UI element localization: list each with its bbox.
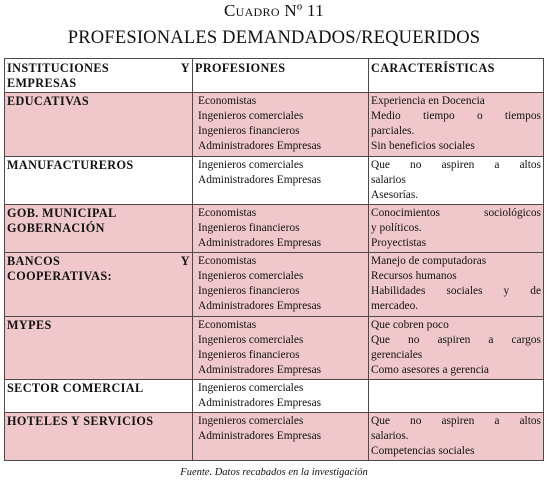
professions-cell [193, 253, 369, 316]
professionals-table [4, 58, 544, 461]
characteristic-item: Que cobren poco [371, 318, 449, 331]
institution-name: GOB. MUNICIPAL [7, 205, 117, 220]
professions-cell [193, 316, 369, 379]
table-row [5, 204, 544, 252]
characteristic-item: Asesorías. [371, 188, 419, 201]
header-professions-label: PROFESIONES [195, 61, 286, 75]
institution-name: GOBERNACIÓN [7, 220, 105, 235]
institution-name: SECTOR COMERCIAL [7, 380, 144, 395]
table-body [5, 93, 544, 461]
characteristics-cell [369, 204, 544, 252]
profession-item: Economistas [198, 95, 257, 108]
header-characteristics-label: CARACTERÍSTICAS [371, 61, 495, 75]
profession-item: Administradores Empresas [198, 173, 322, 186]
characteristic-item: salarios. [371, 430, 409, 443]
characteristics-cell [369, 156, 544, 204]
institution-name: MYPES [7, 317, 52, 332]
institution-cell [5, 413, 193, 461]
profession-item: Administradores Empresas [198, 140, 322, 153]
profession-item: Administradores Empresas [198, 237, 322, 250]
table-caption-number: Cuadro Nº 11 [223, 1, 325, 20]
profession-item: Ingenieros comerciales [198, 158, 304, 171]
professions-cell [193, 204, 369, 252]
characteristic-item: Como asesores a gerencia [371, 363, 489, 376]
characteristic-item: Que no aspiren a altos [371, 158, 541, 171]
characteristic-item: Manejo de computadoras [371, 255, 487, 268]
institution-name: COOPERATIVAS: [7, 269, 112, 284]
characteristic-item: Sin beneficios sociales [371, 140, 475, 153]
characteristic-item: gerenciales [371, 348, 423, 361]
profession-item: Ingenieros financieros [198, 348, 300, 361]
profession-item: Administradores Empresas [198, 300, 322, 313]
institution-name: EDUCATIVAS [7, 94, 90, 109]
characteristic-item: Habilidades sociales y de [371, 285, 541, 298]
institution-name: HOTELES Y SERVICIOS [7, 414, 154, 429]
profession-item: Economistas [198, 206, 257, 219]
header-institutions-line: INSTITUCIONES Y [7, 61, 190, 75]
profession-item: Ingenieros comerciales [198, 110, 304, 123]
profession-item: Ingenieros comerciales [198, 270, 304, 283]
header-professions [193, 59, 369, 93]
profession-item: Economistas [198, 255, 257, 268]
institution-cell [5, 156, 193, 204]
table-row [5, 93, 544, 156]
institution-cell [5, 316, 193, 379]
characteristics-cell [369, 379, 544, 412]
characteristics-cell [369, 253, 544, 316]
profession-item: Economistas [198, 318, 257, 331]
characteristic-item: parciales. [371, 125, 415, 138]
characteristics-cell [369, 316, 544, 379]
characteristic-item: Experiencia en Docencia [371, 95, 485, 108]
profession-item: Ingenieros comerciales [198, 333, 304, 346]
professions-cell [193, 93, 369, 156]
professions-cell [193, 413, 369, 461]
institution-cell [5, 93, 193, 156]
characteristic-item: Que no aspiren a altos [371, 415, 541, 428]
characteristic-item: Proyectistas [371, 237, 427, 250]
profession-item: Administradores Empresas [198, 363, 322, 376]
header-characteristics [369, 59, 544, 93]
institution-cell [5, 253, 193, 316]
profession-item: Ingenieros financieros [198, 221, 300, 234]
table-header-row [5, 59, 544, 93]
profession-item: Ingenieros comerciales [198, 415, 304, 428]
characteristics-cell [369, 413, 544, 461]
institution-name: BANCOS Y [7, 254, 190, 269]
characteristic-item: Que no aspiren a cargos [371, 333, 541, 346]
characteristic-item: salarios [371, 173, 406, 186]
source-note: Fuente. Datos recabados en la investigación [180, 467, 368, 478]
profession-item: Ingenieros comerciales [198, 381, 304, 394]
professions-cell [193, 379, 369, 412]
characteristic-item: Conocimientos sociológicos [371, 206, 541, 219]
table-row [5, 156, 544, 204]
header-institutions-line: EMPRESAS [7, 76, 77, 91]
table-row [5, 316, 544, 379]
institution-name: MANUFACTUREROS [7, 157, 134, 172]
characteristic-item: mercadeo. [371, 300, 419, 313]
table-row [5, 413, 544, 461]
institution-cell [5, 204, 193, 252]
characteristics-cell [369, 93, 544, 156]
table-row [5, 379, 544, 412]
professions-cell [193, 156, 369, 204]
table-title: PROFESIONALES DEMANDADOS/REQUERIDOS [67, 28, 481, 48]
characteristic-item: Medio tiempo o tiempos [371, 110, 541, 123]
table-row [5, 253, 544, 316]
profession-item: Administradores Empresas [198, 396, 322, 409]
characteristic-item: Recursos humanos [371, 270, 457, 283]
characteristic-item: Competencias sociales [371, 445, 475, 458]
profession-item: Ingenieros financieros [198, 125, 300, 138]
profession-item: Ingenieros financieros [198, 285, 300, 298]
profession-item: Administradores Empresas [198, 430, 322, 443]
institution-cell [5, 379, 193, 412]
characteristic-item: y políticos. [371, 221, 422, 234]
header-institutions [5, 59, 193, 93]
